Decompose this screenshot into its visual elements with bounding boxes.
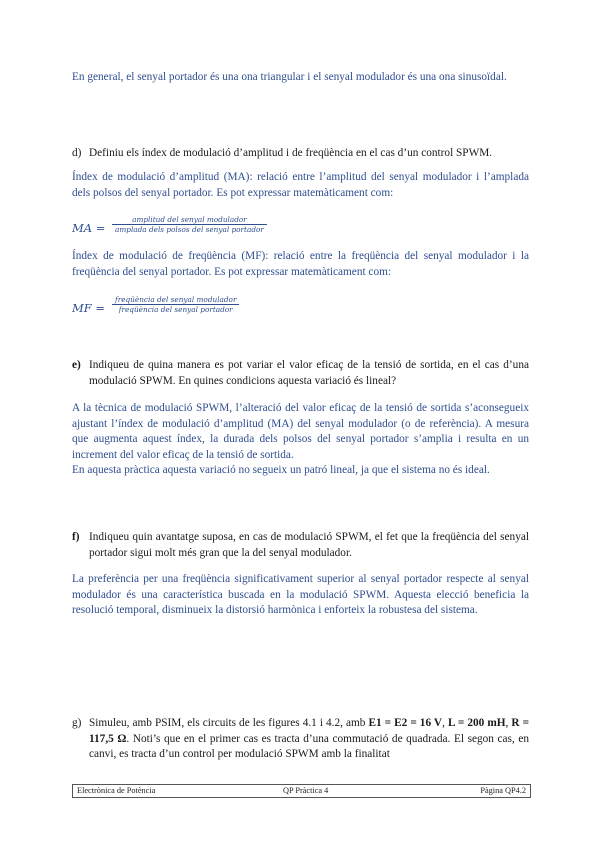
intro-paragraph: En general, el senyal portador és una ona triangular i el senyal modulador és una ona sinusoïdal. (72, 71, 507, 83)
ma-denominator: amplada dels polsos del senyal portador (112, 224, 267, 234)
question-g (72, 716, 529, 764)
question-g-part1: Simuleu, amb PSIM, els circuits de les figures 4.1 i 4.2, amb (89, 717, 366, 729)
footer-course: Electrònica de Potència (77, 786, 156, 795)
ma-numerator: amplitud del senyal modulador (132, 215, 247, 224)
mf-numerator: freqüència del senyal modulador (115, 295, 237, 304)
mf-denominator: freqüència del senyal portador (112, 304, 239, 314)
question-e (72, 358, 529, 390)
question-g-r-value: R = 117,5 Ω (89, 717, 530, 745)
question-d (72, 146, 529, 162)
question-g-label: g) (72, 717, 82, 729)
answer-e-paragraph-1: A la tècnica de modulació SPWM, l’alteració del valor eficaç de la tensió de sortida s’aconsegueix ajustant l’índex de modulació d’amplitud (MA) del senyal modulador (o de referència). A mesura que augmenta aquest índex, la durada dels polsos del senyal portador s’amplia i resulta en un increment del valor eficaç de la tensió de sortida. (72, 402, 529, 461)
question-f-label: f) (72, 531, 80, 543)
question-f-text: Indiqueu quin avantatge suposa, en cas de modulació SPWM, el fet que la freqüència del senyal portador sigui molt més gran que la del senyal modulador. (89, 531, 529, 559)
answer-e (72, 401, 529, 479)
question-e-text: Indiqueu de quina manera es pot variar el valor eficaç de la tensió de sortida, en el cas d’una modulació SPWM. En quines condicions aquesta variació és lineal? (89, 359, 529, 387)
mf-formula (72, 295, 292, 319)
mf-definition: Índex de modulació de freqüència (MF): relació entre la freqüència del senyal modulador i la freqüència del senyal portador. Es pot expressar matemàticament com: (72, 250, 529, 278)
page-footer (72, 784, 531, 798)
question-g-e-values: E1 = E2 = 16 V (368, 717, 443, 729)
question-g-text: Simuleu, amb PSIM, els circuits de les figures 4.1 i 4.2, amb E1 = E2 = 16 V, L = 200 mH, R = 117,5 Ω. Noti’s que en el primer cas es tracta d’una commutació de quadrada. El segon cas, en canvi, es tracta d’un control per modulació SPWM amb la finalitat (89, 717, 530, 760)
answer-f: La preferència per una freqüència significativament superior al senyal portador respecte al senyal modulador és una característica buscada en la modulació SPWM. Aquesta elecció beneficia la resolució temporal, disminueix la distorsió harmònica i enforteix la robustesa del sistema. (72, 573, 529, 616)
answer-e-paragraph-2: En aquesta pràctica aquesta variació no segueix un patró lineal, ja que el sistema no és ideal. (72, 464, 490, 476)
question-e-label: e) (72, 359, 81, 371)
question-d-label: d) (72, 147, 82, 159)
question-g-l-value: L = 200 mH (447, 717, 506, 729)
ma-formula (72, 215, 292, 239)
ma-definition: Índex de modulació d’amplitud (MA): relació entre l’amplitud del senyal modulador i l’amplada dels polsos del senyal portador. Es pot expressar matemàticament com: (72, 171, 529, 199)
ma-formula-lhs: MA = (72, 221, 106, 235)
mf-fraction (112, 295, 239, 314)
question-g-part2: Noti’s que en el primer cas es tracta d’una commutació de quadrada. El segon cas, en canvi, es tracta d’un control per modulació SPWM amb la finalitat (89, 732, 529, 760)
mf-formula-lhs: MF = (72, 301, 106, 315)
ma-fraction (112, 215, 267, 234)
question-f (72, 530, 529, 562)
footer-practice: QP Pràctica 4 (283, 786, 329, 795)
footer-page-number: Pàgina QP4.2 (480, 786, 526, 795)
question-d-text: Definiu els índex de modulació d’amplitud i de freqüència en el cas d’un control SPWM. (89, 147, 493, 159)
